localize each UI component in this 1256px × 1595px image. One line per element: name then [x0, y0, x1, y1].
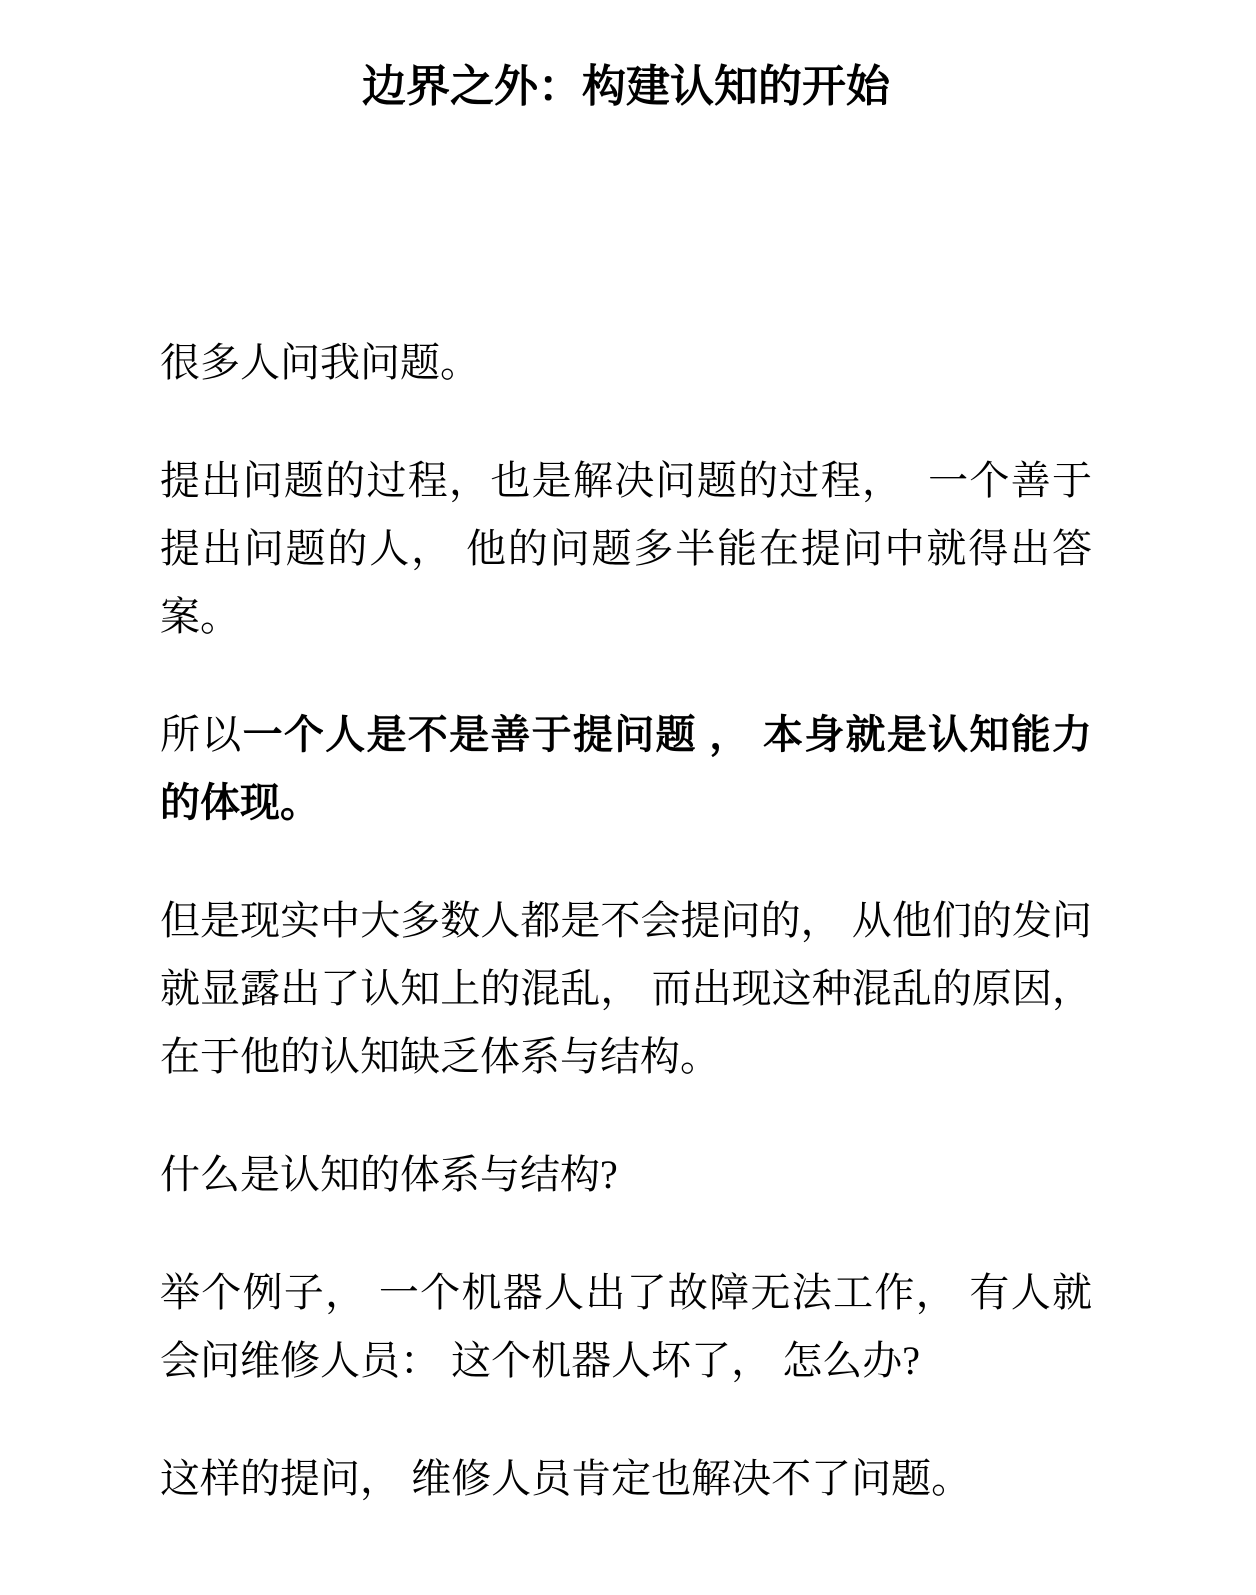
- paragraph-6: [160, 1259, 1092, 1395]
- paragraph-3: [160, 701, 1092, 837]
- paragraph-6-question-mark: ?: [902, 1338, 920, 1383]
- paragraph-7: 这样的提问， 维修人员肯定也解决不了问题。: [160, 1457, 972, 1501]
- paragraph-3-emphasized-text: 一个人是不是善于提问题 ， 本身就是认知能力的体现。: [160, 713, 1092, 825]
- article-body: [160, 329, 1104, 1513]
- paragraph-4: 但是现实中大多数人都是不会提问的， 从他们的发问就显露出了认知上的混乱， 而出现这种混乱的原因， 在于他的认知缺乏体系与结构。: [160, 899, 1104, 1079]
- paragraph-1: 很多人问我问题。: [160, 341, 480, 385]
- article-title: 边界之外：构建认知的开始: [362, 62, 890, 111]
- paragraph-5-question-mark: ?: [600, 1152, 618, 1197]
- paragraph-3-prefix: 所以: [160, 713, 243, 757]
- paragraph-2: 提出问题的过程，也是解决问题的过程， 一个善于提出问题的人， 他的问题多半能在提问中就得出答案。: [160, 459, 1092, 639]
- paragraph-5-text: 什么是认知的体系与结构: [160, 1153, 600, 1197]
- paragraph-6-text: 举个例子， 一个机器人出了故障无法工作， 有人就会问维修人员： 这个机器人坏了， 怎么办: [160, 1271, 1092, 1383]
- paragraph-5: [160, 1141, 1092, 1209]
